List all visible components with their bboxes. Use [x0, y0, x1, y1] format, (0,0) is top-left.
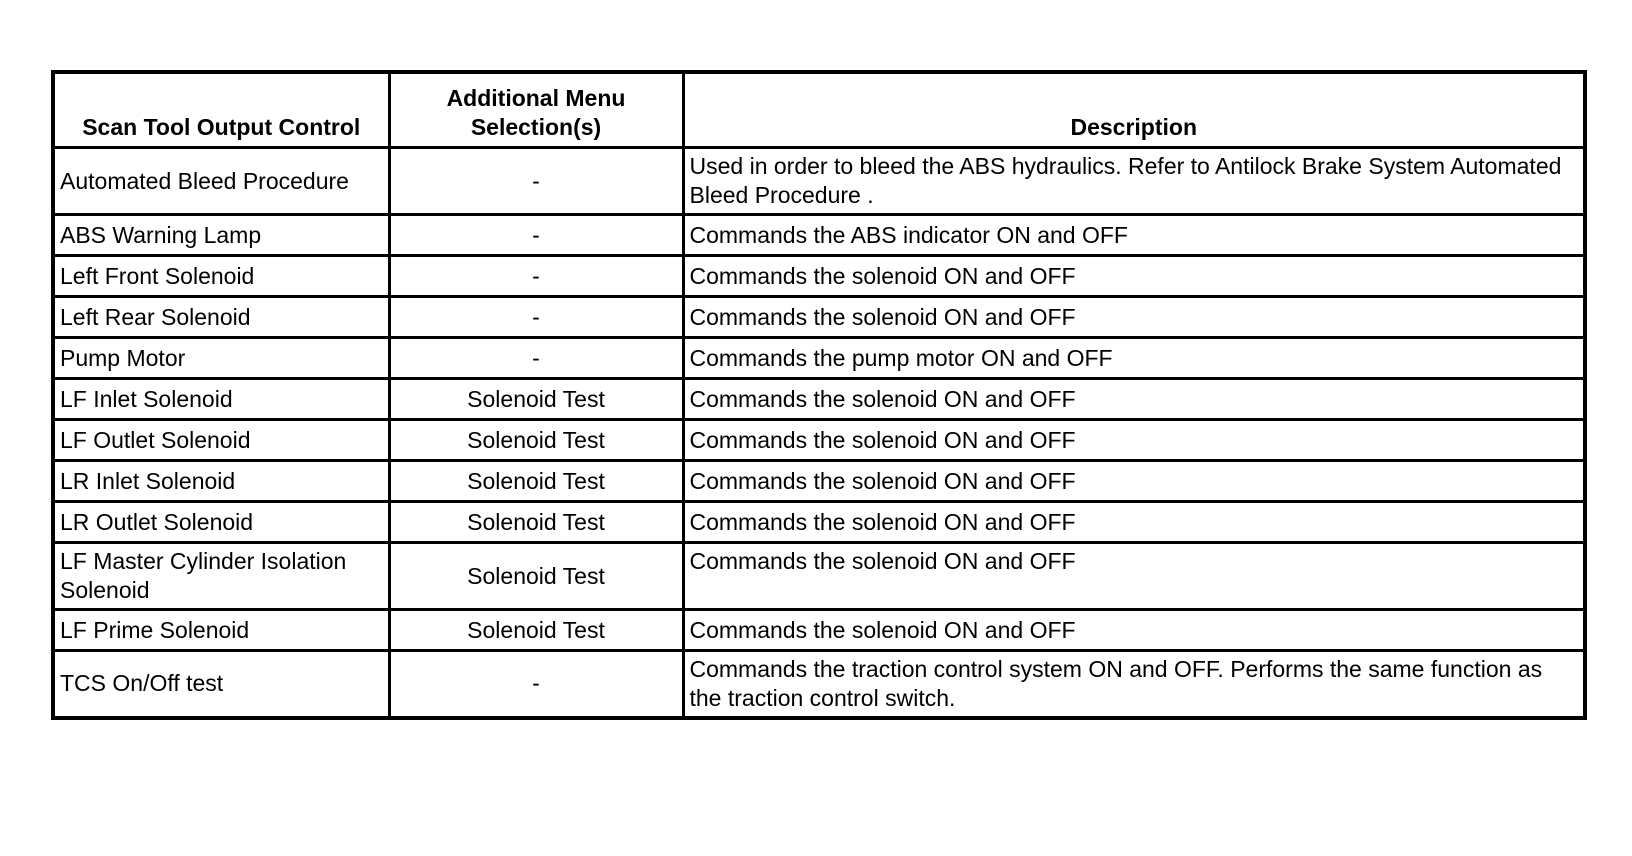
table-header-row [53, 72, 1585, 148]
row-menu-selection: - [389, 215, 683, 256]
row-control: LF Inlet Solenoid [53, 379, 389, 420]
row-control: Left Front Solenoid [53, 256, 389, 297]
header-additional-menu-selections [389, 72, 683, 148]
table-row [53, 215, 1585, 256]
row-description: Commands the traction control system ON and OFF. Performs the same function as the traction control switch. [683, 651, 1585, 718]
row-description: Used in order to bleed the ABS hydraulics. Refer to Antilock Brake System Automated Bleed Procedure . [683, 148, 1585, 215]
row-description: Commands the solenoid ON and OFF [683, 502, 1585, 543]
row-description: Commands the solenoid ON and OFF [683, 610, 1585, 651]
row-description: Commands the pump motor ON and OFF [683, 338, 1585, 379]
row-control: LF Outlet Solenoid [53, 420, 389, 461]
table-row [53, 256, 1585, 297]
header-menu-line2: Selection(s) [470, 114, 602, 140]
row-menu-selection: Solenoid Test [389, 379, 683, 420]
row-menu-selection: Solenoid Test [389, 543, 683, 610]
row-control: Pump Motor [53, 338, 389, 379]
output-control-table [51, 70, 1587, 720]
row-menu-selection: Solenoid Test [389, 461, 683, 502]
table-row [53, 420, 1585, 461]
row-control: LR Outlet Solenoid [53, 502, 389, 543]
row-control: LF Master Cylinder Isolation Solenoid [53, 543, 389, 610]
row-description: Commands the solenoid ON and OFF [683, 256, 1585, 297]
row-control: Automated Bleed Procedure [53, 148, 389, 215]
row-description: Commands the solenoid ON and OFF [683, 461, 1585, 502]
row-control: Left Rear Solenoid [53, 297, 389, 338]
row-menu-selection: - [389, 338, 683, 379]
table-row [53, 379, 1585, 420]
header-menu-line1: Additional Menu [446, 85, 626, 111]
table-row [53, 610, 1585, 651]
row-description: Commands the solenoid ON and OFF [683, 297, 1585, 338]
table-row [53, 502, 1585, 543]
table-row [53, 651, 1585, 718]
row-control: LR Inlet Solenoid [53, 461, 389, 502]
row-description: Commands the solenoid ON and OFF [683, 420, 1585, 461]
row-menu-selection: Solenoid Test [389, 502, 683, 543]
table-row [53, 297, 1585, 338]
row-menu-selection: - [389, 256, 683, 297]
header-scan-tool-output-control: Scan Tool Output Control [53, 72, 389, 148]
table-row [53, 338, 1585, 379]
table-row [53, 461, 1585, 502]
table-row [53, 543, 1585, 610]
row-control: ABS Warning Lamp [53, 215, 389, 256]
row-control: TCS On/Off test [53, 651, 389, 718]
row-description: Commands the solenoid ON and OFF [683, 379, 1585, 420]
header-description: Description [683, 72, 1585, 148]
row-menu-selection: Solenoid Test [389, 420, 683, 461]
row-description: Commands the ABS indicator ON and OFF [683, 215, 1585, 256]
row-menu-selection: Solenoid Test [389, 610, 683, 651]
row-control: LF Prime Solenoid [53, 610, 389, 651]
row-menu-selection: - [389, 651, 683, 718]
table-row [53, 148, 1585, 215]
row-menu-selection: - [389, 297, 683, 338]
row-menu-selection: - [389, 148, 683, 215]
row-description: Commands the solenoid ON and OFF [683, 543, 1585, 610]
